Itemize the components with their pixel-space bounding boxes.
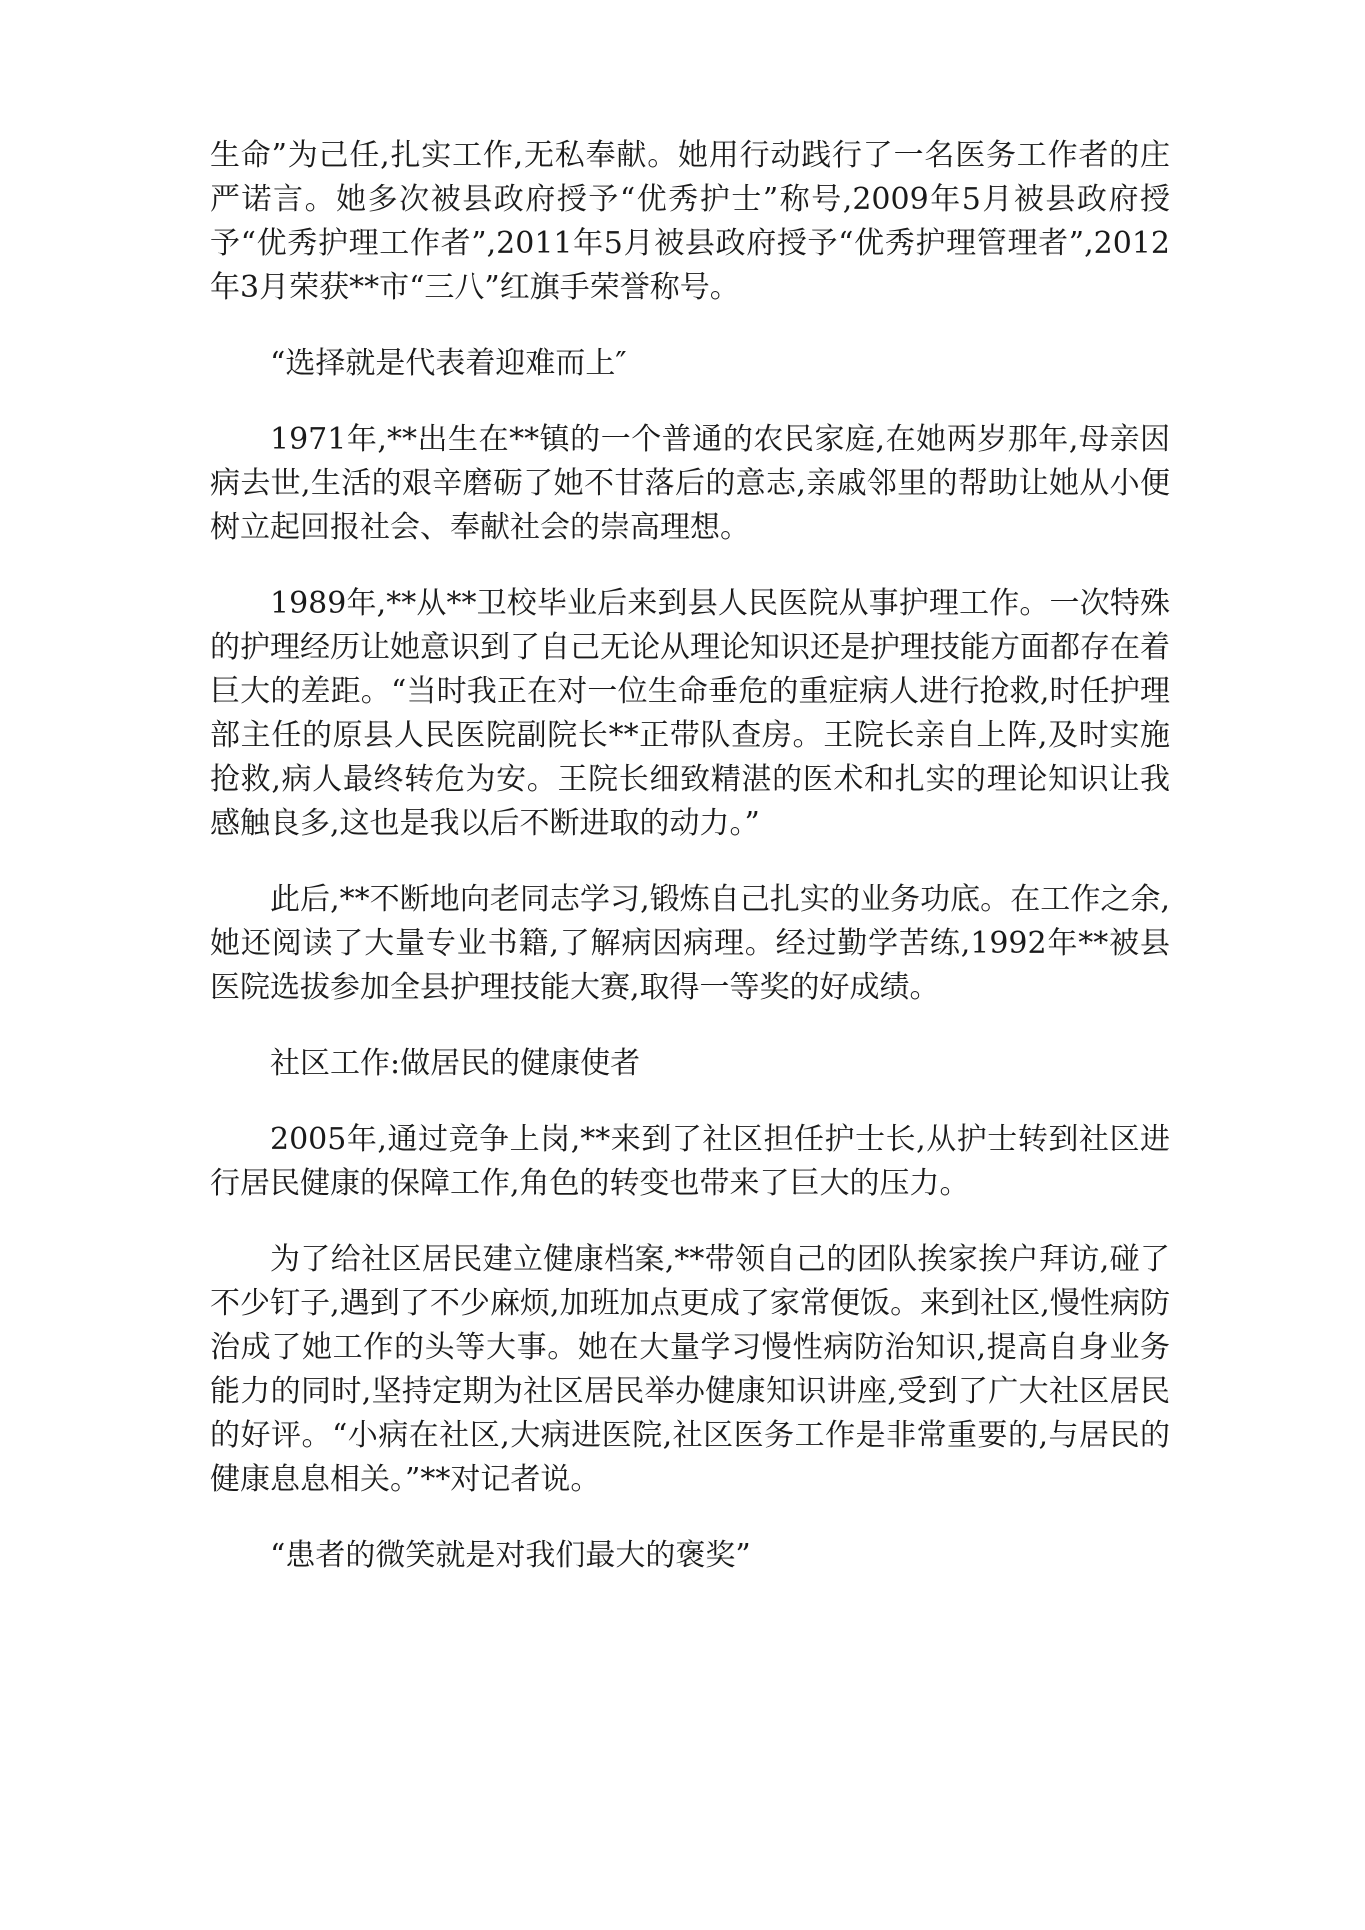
paragraph-study: 此后,**不断地向老同志学习,锻炼自己扎实的业务功底。在工作之余,她还阅读了大量专业书籍,了解病因病理。经过勤学苦练,1992年**被县医院选拔参加全县护理技能大赛,取得一等奖的好成绩。 xyxy=(210,882,1170,1005)
paragraph-career-start: 1989年,**从**卫校毕业后来到县人民医院从事护理工作。一次特殊的护理经历让她意识到了自己无论从理论知识还是护理技能方面都存在着巨大的差距。“当时我正在对一位生命垂危的重症病人进行抢救,时任护理部主任的原县人民医院副院长**正带队查房。王院长亲自上阵,及时实施抢救,病人最终转危为安。王院长细致精湛的医术和扎实的理论知识让我感触良多,这也是我以后不断进取的动力。” xyxy=(210,586,1170,841)
article-body xyxy=(210,134,1170,1610)
paragraph-honors: 生命”为己任,扎实工作,无私奉献。她用行动践行了一名医务工作者的庄严诺言。她多次被县政府授予“优秀护士”称号,2009年5月被县政府授予“优秀护理工作者”,2011年5月被县政府授予“优秀护理管理者”,2012年3月荣获**市“三八”红旗手荣誉称号。 xyxy=(210,138,1170,305)
paragraph-community-role: 2005年,通过竞争上岗,**来到了社区担任护士长,从护士转到社区进行居民健康的保障工作,角色的转变也带来了巨大的压力。 xyxy=(210,1122,1170,1201)
paragraph-health-records: 为了给社区居民建立健康档案,**带领自己的团队挨家挨户拜访,碰了不少钉子,遇到了不少麻烦,加班加点更成了家常便饭。来到社区,慢性病防治成了她工作的头等大事。她在大量学习慢性病防治知识,提高自身业务能力的同时,坚持定期为社区居民举办健康知识讲座,受到了广大社区居民的好评。“小病在社区,大病进医院,社区医务工作是非常重要的,与居民的健康息息相关。”**对记者说。 xyxy=(210,1242,1170,1497)
paragraph-early-life: 1971年,**出生在**镇的一个普通的农民家庭,在她两岁那年,母亲因病去世,生活的艰辛磨砺了她不甘落后的意志,亲戚邻里的帮助让她从小便树立起回报社会、奉献社会的崇高理想。 xyxy=(210,422,1170,545)
section-heading-patients: “患者的微笑就是对我们最大的褒奖” xyxy=(270,1538,751,1573)
section-heading-community: 社区工作:做居民的健康使者 xyxy=(270,1046,641,1081)
section-heading-challenge: “选择就是代表着迎难而上″ xyxy=(270,346,627,381)
